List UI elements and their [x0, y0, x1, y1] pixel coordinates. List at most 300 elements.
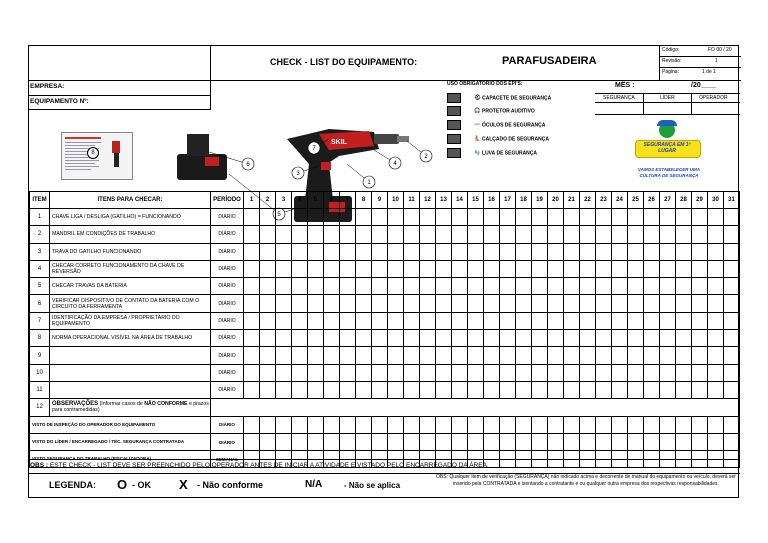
- day-check-cell[interactable]: [724, 209, 740, 226]
- day-check-cell[interactable]: [260, 347, 276, 364]
- signature-cell[interactable]: [644, 416, 660, 433]
- day-check-cell[interactable]: [404, 330, 420, 347]
- day-check-cell[interactable]: [276, 278, 292, 295]
- signature-cell[interactable]: [340, 416, 356, 433]
- day-check-cell[interactable]: [308, 381, 324, 398]
- day-check-cell[interactable]: [404, 226, 420, 243]
- day-check-cell[interactable]: [308, 295, 324, 312]
- day-check-cell[interactable]: [548, 209, 564, 226]
- day-check-cell[interactable]: [532, 381, 548, 398]
- signature-cell[interactable]: [676, 416, 692, 433]
- signature-cell[interactable]: [692, 416, 708, 433]
- day-check-cell[interactable]: [628, 260, 644, 277]
- day-check-cell[interactable]: [404, 312, 420, 329]
- day-check-cell[interactable]: [324, 243, 340, 260]
- day-check-cell[interactable]: [340, 295, 356, 312]
- day-check-cell[interactable]: [420, 364, 436, 381]
- day-check-cell[interactable]: [500, 209, 516, 226]
- day-check-cell[interactable]: [708, 330, 724, 347]
- day-check-cell[interactable]: [532, 209, 548, 226]
- day-check-cell[interactable]: [548, 243, 564, 260]
- day-check-cell[interactable]: [452, 243, 468, 260]
- day-check-cell[interactable]: [452, 381, 468, 398]
- day-check-cell[interactable]: [612, 209, 628, 226]
- day-check-cell[interactable]: [644, 209, 660, 226]
- day-check-cell[interactable]: [244, 364, 260, 381]
- day-check-cell[interactable]: [468, 226, 484, 243]
- day-check-cell[interactable]: [724, 330, 740, 347]
- day-check-cell[interactable]: [516, 243, 532, 260]
- signature-cell[interactable]: [308, 416, 324, 433]
- checkbox-shoes[interactable]: [447, 134, 461, 144]
- day-check-cell[interactable]: [356, 226, 372, 243]
- day-check-cell[interactable]: [468, 364, 484, 381]
- day-check-cell[interactable]: [244, 260, 260, 277]
- day-check-cell[interactable]: [660, 226, 676, 243]
- day-check-cell[interactable]: [580, 226, 596, 243]
- day-check-cell[interactable]: [692, 209, 708, 226]
- day-check-cell[interactable]: [644, 347, 660, 364]
- signature-cell[interactable]: [724, 433, 740, 450]
- day-check-cell[interactable]: [404, 243, 420, 260]
- day-check-cell[interactable]: [628, 312, 644, 329]
- day-check-cell[interactable]: [516, 364, 532, 381]
- day-check-cell[interactable]: [548, 347, 564, 364]
- day-check-cell[interactable]: [436, 295, 452, 312]
- signature-cell[interactable]: [356, 433, 372, 450]
- day-check-cell[interactable]: [612, 312, 628, 329]
- day-check-cell[interactable]: [340, 260, 356, 277]
- day-check-cell[interactable]: [276, 312, 292, 329]
- day-check-cell[interactable]: [516, 226, 532, 243]
- day-check-cell[interactable]: [596, 278, 612, 295]
- day-check-cell[interactable]: [532, 312, 548, 329]
- day-check-cell[interactable]: [324, 347, 340, 364]
- day-check-cell[interactable]: [292, 364, 308, 381]
- signature-cell[interactable]: [532, 433, 548, 450]
- signature-cell[interactable]: [564, 433, 580, 450]
- day-check-cell[interactable]: [532, 347, 548, 364]
- signature-cell[interactable]: [484, 416, 500, 433]
- checkbox-gloves[interactable]: [447, 148, 461, 158]
- day-check-cell[interactable]: [500, 381, 516, 398]
- day-check-cell[interactable]: [612, 347, 628, 364]
- day-check-cell[interactable]: [356, 312, 372, 329]
- day-check-cell[interactable]: [308, 260, 324, 277]
- signature-cell[interactable]: [724, 416, 740, 433]
- day-check-cell[interactable]: [596, 312, 612, 329]
- day-check-cell[interactable]: [388, 226, 404, 243]
- day-check-cell[interactable]: [468, 312, 484, 329]
- signature-cell[interactable]: [708, 433, 724, 450]
- day-check-cell[interactable]: [420, 243, 436, 260]
- day-check-cell[interactable]: [356, 278, 372, 295]
- day-check-cell[interactable]: [340, 278, 356, 295]
- day-check-cell[interactable]: [292, 243, 308, 260]
- day-check-cell[interactable]: [372, 364, 388, 381]
- day-check-cell[interactable]: [580, 295, 596, 312]
- day-check-cell[interactable]: [468, 295, 484, 312]
- day-check-cell[interactable]: [436, 330, 452, 347]
- day-check-cell[interactable]: [596, 226, 612, 243]
- day-check-cell[interactable]: [340, 330, 356, 347]
- signature-cell[interactable]: [308, 433, 324, 450]
- day-check-cell[interactable]: [372, 243, 388, 260]
- signature-cell[interactable]: [548, 416, 564, 433]
- signature-cell[interactable]: [436, 433, 452, 450]
- day-check-cell[interactable]: [436, 209, 452, 226]
- signature-cell[interactable]: [612, 416, 628, 433]
- day-check-cell[interactable]: [436, 243, 452, 260]
- day-check-cell[interactable]: [420, 278, 436, 295]
- day-check-cell[interactable]: [356, 295, 372, 312]
- day-check-cell[interactable]: [548, 364, 564, 381]
- day-check-cell[interactable]: [244, 209, 260, 226]
- day-check-cell[interactable]: [452, 226, 468, 243]
- day-check-cell[interactable]: [420, 260, 436, 277]
- day-check-cell[interactable]: [404, 209, 420, 226]
- day-check-cell[interactable]: [676, 381, 692, 398]
- day-check-cell[interactable]: [276, 381, 292, 398]
- day-check-cell[interactable]: [548, 330, 564, 347]
- day-check-cell[interactable]: [500, 260, 516, 277]
- day-check-cell[interactable]: [724, 312, 740, 329]
- day-check-cell[interactable]: [676, 209, 692, 226]
- day-check-cell[interactable]: [612, 243, 628, 260]
- day-check-cell[interactable]: [708, 381, 724, 398]
- day-check-cell[interactable]: [596, 260, 612, 277]
- day-check-cell[interactable]: [628, 226, 644, 243]
- day-check-cell[interactable]: [276, 243, 292, 260]
- checkbox-helmet[interactable]: [447, 93, 461, 103]
- signature-cell[interactable]: [436, 416, 452, 433]
- day-check-cell[interactable]: [388, 312, 404, 329]
- day-check-cell[interactable]: [676, 330, 692, 347]
- day-check-cell[interactable]: [516, 381, 532, 398]
- day-check-cell[interactable]: [436, 381, 452, 398]
- day-check-cell[interactable]: [564, 226, 580, 243]
- day-check-cell[interactable]: [436, 226, 452, 243]
- day-check-cell[interactable]: [468, 381, 484, 398]
- day-check-cell[interactable]: [628, 381, 644, 398]
- day-check-cell[interactable]: [436, 347, 452, 364]
- day-check-cell[interactable]: [292, 226, 308, 243]
- day-check-cell[interactable]: [340, 347, 356, 364]
- day-check-cell[interactable]: [308, 330, 324, 347]
- day-check-cell[interactable]: [276, 226, 292, 243]
- day-check-cell[interactable]: [564, 243, 580, 260]
- day-check-cell[interactable]: [484, 260, 500, 277]
- day-check-cell[interactable]: [292, 347, 308, 364]
- day-check-cell[interactable]: [564, 260, 580, 277]
- day-check-cell[interactable]: [244, 243, 260, 260]
- day-check-cell[interactable]: [260, 226, 276, 243]
- day-check-cell[interactable]: [676, 243, 692, 260]
- day-check-cell[interactable]: [468, 347, 484, 364]
- day-check-cell[interactable]: [340, 209, 356, 226]
- day-check-cell[interactable]: [324, 260, 340, 277]
- day-check-cell[interactable]: [372, 295, 388, 312]
- day-check-cell[interactable]: [340, 364, 356, 381]
- day-check-cell[interactable]: [660, 312, 676, 329]
- day-check-cell[interactable]: [372, 278, 388, 295]
- day-check-cell[interactable]: [724, 364, 740, 381]
- day-check-cell[interactable]: [692, 226, 708, 243]
- signature-cell[interactable]: [404, 433, 420, 450]
- day-check-cell[interactable]: [628, 243, 644, 260]
- day-check-cell[interactable]: [388, 330, 404, 347]
- day-check-cell[interactable]: [260, 209, 276, 226]
- day-check-cell[interactable]: [580, 364, 596, 381]
- year-field[interactable]: /20____: [691, 82, 717, 89]
- day-check-cell[interactable]: [564, 330, 580, 347]
- day-check-cell[interactable]: [564, 209, 580, 226]
- day-check-cell[interactable]: [356, 209, 372, 226]
- day-check-cell[interactable]: [596, 347, 612, 364]
- day-check-cell[interactable]: [708, 312, 724, 329]
- day-check-cell[interactable]: [580, 278, 596, 295]
- day-check-cell[interactable]: [580, 260, 596, 277]
- signature-cell[interactable]: [596, 433, 612, 450]
- day-check-cell[interactable]: [388, 347, 404, 364]
- day-check-cell[interactable]: [484, 381, 500, 398]
- day-check-cell[interactable]: [276, 260, 292, 277]
- day-check-cell[interactable]: [244, 347, 260, 364]
- day-check-cell[interactable]: [660, 295, 676, 312]
- signature-cell[interactable]: [452, 433, 468, 450]
- day-check-cell[interactable]: [644, 226, 660, 243]
- day-check-cell[interactable]: [516, 295, 532, 312]
- signature-cell[interactable]: [596, 416, 612, 433]
- day-check-cell[interactable]: [564, 347, 580, 364]
- day-check-cell[interactable]: [692, 364, 708, 381]
- signature-cell[interactable]: [676, 433, 692, 450]
- day-check-cell[interactable]: [516, 209, 532, 226]
- signature-cell[interactable]: [580, 433, 596, 450]
- day-check-cell[interactable]: [468, 209, 484, 226]
- day-check-cell[interactable]: [708, 278, 724, 295]
- signature-cell[interactable]: [612, 433, 628, 450]
- signature-cell[interactable]: [260, 416, 276, 433]
- day-check-cell[interactable]: [244, 312, 260, 329]
- signature-cell[interactable]: [500, 433, 516, 450]
- day-check-cell[interactable]: [708, 243, 724, 260]
- day-check-cell[interactable]: [644, 330, 660, 347]
- signature-cell[interactable]: [692, 433, 708, 450]
- day-check-cell[interactable]: [340, 226, 356, 243]
- day-check-cell[interactable]: [484, 295, 500, 312]
- day-check-cell[interactable]: [372, 260, 388, 277]
- day-check-cell[interactable]: [660, 381, 676, 398]
- day-check-cell[interactable]: [420, 312, 436, 329]
- day-check-cell[interactable]: [420, 295, 436, 312]
- signature-cell[interactable]: [404, 416, 420, 433]
- day-check-cell[interactable]: [340, 381, 356, 398]
- day-check-cell[interactable]: [484, 330, 500, 347]
- signature-cell[interactable]: [276, 433, 292, 450]
- day-check-cell[interactable]: [500, 347, 516, 364]
- day-check-cell[interactable]: [420, 209, 436, 226]
- signature-cell[interactable]: [244, 416, 260, 433]
- day-check-cell[interactable]: [324, 312, 340, 329]
- day-check-cell[interactable]: [516, 330, 532, 347]
- day-check-cell[interactable]: [372, 312, 388, 329]
- day-check-cell[interactable]: [436, 260, 452, 277]
- day-check-cell[interactable]: [548, 260, 564, 277]
- day-check-cell[interactable]: [484, 364, 500, 381]
- day-check-cell[interactable]: [644, 295, 660, 312]
- day-check-cell[interactable]: [308, 209, 324, 226]
- day-check-cell[interactable]: [692, 260, 708, 277]
- signature-cell[interactable]: [708, 416, 724, 433]
- signature-cell[interactable]: [452, 416, 468, 433]
- signature-cell[interactable]: [484, 433, 500, 450]
- day-check-cell[interactable]: [436, 364, 452, 381]
- observations-field[interactable]: [211, 399, 740, 416]
- day-check-cell[interactable]: [596, 381, 612, 398]
- signature-cell[interactable]: [324, 433, 340, 450]
- day-check-cell[interactable]: [388, 381, 404, 398]
- day-check-cell[interactable]: [612, 330, 628, 347]
- signature-cell[interactable]: [644, 433, 660, 450]
- day-check-cell[interactable]: [260, 260, 276, 277]
- day-check-cell[interactable]: [628, 209, 644, 226]
- day-check-cell[interactable]: [308, 278, 324, 295]
- day-check-cell[interactable]: [292, 381, 308, 398]
- day-check-cell[interactable]: [356, 260, 372, 277]
- signature-cell[interactable]: [468, 433, 484, 450]
- day-check-cell[interactable]: [420, 226, 436, 243]
- day-check-cell[interactable]: [692, 330, 708, 347]
- day-check-cell[interactable]: [484, 347, 500, 364]
- day-check-cell[interactable]: [564, 278, 580, 295]
- day-check-cell[interactable]: [548, 381, 564, 398]
- day-check-cell[interactable]: [356, 347, 372, 364]
- day-check-cell[interactable]: [292, 312, 308, 329]
- day-check-cell[interactable]: [324, 295, 340, 312]
- day-check-cell[interactable]: [260, 278, 276, 295]
- day-check-cell[interactable]: [452, 209, 468, 226]
- day-check-cell[interactable]: [532, 364, 548, 381]
- day-check-cell[interactable]: [644, 260, 660, 277]
- day-check-cell[interactable]: [260, 295, 276, 312]
- day-check-cell[interactable]: [468, 278, 484, 295]
- day-check-cell[interactable]: [676, 278, 692, 295]
- day-check-cell[interactable]: [532, 226, 548, 243]
- day-check-cell[interactable]: [388, 260, 404, 277]
- day-check-cell[interactable]: [612, 260, 628, 277]
- day-check-cell[interactable]: [420, 330, 436, 347]
- day-check-cell[interactable]: [564, 312, 580, 329]
- day-check-cell[interactable]: [292, 330, 308, 347]
- signature-cell[interactable]: [324, 416, 340, 433]
- day-check-cell[interactable]: [404, 364, 420, 381]
- day-check-cell[interactable]: [276, 330, 292, 347]
- day-check-cell[interactable]: [452, 278, 468, 295]
- day-check-cell[interactable]: [596, 243, 612, 260]
- day-check-cell[interactable]: [596, 364, 612, 381]
- day-check-cell[interactable]: [468, 260, 484, 277]
- day-check-cell[interactable]: [644, 243, 660, 260]
- day-check-cell[interactable]: [276, 295, 292, 312]
- day-check-cell[interactable]: [660, 243, 676, 260]
- day-check-cell[interactable]: [564, 364, 580, 381]
- day-check-cell[interactable]: [708, 209, 724, 226]
- day-check-cell[interactable]: [660, 278, 676, 295]
- day-check-cell[interactable]: [372, 209, 388, 226]
- day-check-cell[interactable]: [580, 330, 596, 347]
- signature-cell[interactable]: [276, 416, 292, 433]
- day-check-cell[interactable]: [308, 226, 324, 243]
- day-check-cell[interactable]: [468, 330, 484, 347]
- day-check-cell[interactable]: [564, 295, 580, 312]
- day-check-cell[interactable]: [308, 243, 324, 260]
- day-check-cell[interactable]: [244, 278, 260, 295]
- day-check-cell[interactable]: [724, 278, 740, 295]
- day-check-cell[interactable]: [452, 295, 468, 312]
- day-check-cell[interactable]: [324, 381, 340, 398]
- signature-cell[interactable]: [372, 433, 388, 450]
- signature-cell[interactable]: [564, 416, 580, 433]
- signature-cell[interactable]: [532, 416, 548, 433]
- day-check-cell[interactable]: [260, 364, 276, 381]
- day-check-cell[interactable]: [516, 347, 532, 364]
- signature-cell[interactable]: [292, 433, 308, 450]
- day-check-cell[interactable]: [484, 243, 500, 260]
- day-check-cell[interactable]: [628, 295, 644, 312]
- signature-cell[interactable]: [628, 433, 644, 450]
- day-check-cell[interactable]: [372, 330, 388, 347]
- day-check-cell[interactable]: [356, 243, 372, 260]
- signature-cell[interactable]: [420, 433, 436, 450]
- day-check-cell[interactable]: [532, 330, 548, 347]
- day-check-cell[interactable]: [340, 312, 356, 329]
- day-check-cell[interactable]: [612, 278, 628, 295]
- signature-cell[interactable]: [420, 416, 436, 433]
- day-check-cell[interactable]: [724, 243, 740, 260]
- signature-cell[interactable]: [260, 433, 276, 450]
- day-check-cell[interactable]: [500, 226, 516, 243]
- day-check-cell[interactable]: [676, 226, 692, 243]
- signature-cell[interactable]: [660, 433, 676, 450]
- day-check-cell[interactable]: [628, 330, 644, 347]
- day-check-cell[interactable]: [356, 364, 372, 381]
- day-check-cell[interactable]: [532, 278, 548, 295]
- day-check-cell[interactable]: [676, 364, 692, 381]
- day-check-cell[interactable]: [676, 312, 692, 329]
- day-check-cell[interactable]: [260, 312, 276, 329]
- day-check-cell[interactable]: [484, 312, 500, 329]
- day-check-cell[interactable]: [404, 295, 420, 312]
- day-check-cell[interactable]: [404, 260, 420, 277]
- day-check-cell[interactable]: [404, 347, 420, 364]
- day-check-cell[interactable]: [532, 260, 548, 277]
- signature-cell[interactable]: [372, 416, 388, 433]
- day-check-cell[interactable]: [388, 243, 404, 260]
- day-check-cell[interactable]: [708, 347, 724, 364]
- day-check-cell[interactable]: [500, 295, 516, 312]
- day-check-cell[interactable]: [308, 347, 324, 364]
- signature-cell[interactable]: [388, 433, 404, 450]
- day-check-cell[interactable]: [628, 347, 644, 364]
- day-check-cell[interactable]: [324, 209, 340, 226]
- day-check-cell[interactable]: [292, 260, 308, 277]
- day-check-cell[interactable]: [356, 381, 372, 398]
- day-check-cell[interactable]: [292, 209, 308, 226]
- day-check-cell[interactable]: [436, 312, 452, 329]
- day-check-cell[interactable]: [548, 278, 564, 295]
- day-check-cell[interactable]: [724, 295, 740, 312]
